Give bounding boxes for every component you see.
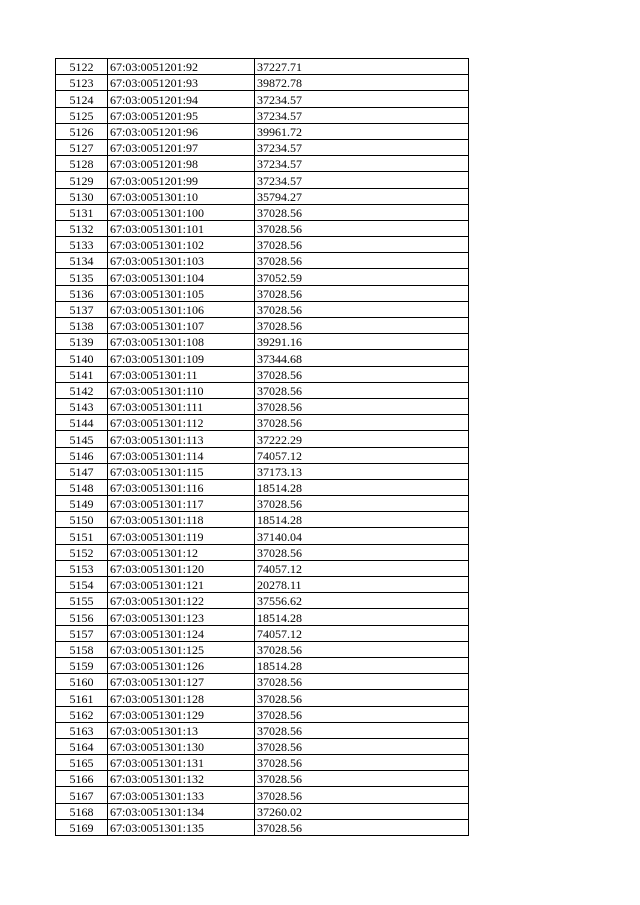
cadastral-number-cell: 67:03:0051201:96 xyxy=(108,123,255,139)
cadastral-number-cell: 67:03:0051301:135 xyxy=(108,819,255,835)
cadastral-number-cell: 67:03:0051201:93 xyxy=(108,75,255,91)
table-row xyxy=(56,301,469,317)
value-cell: 18514.28 xyxy=(255,609,469,625)
cadastral-number-cell: 67:03:0051301:116 xyxy=(108,479,255,495)
row-number-cell: 5140 xyxy=(56,350,108,366)
table-row xyxy=(56,156,469,172)
table-row xyxy=(56,431,469,447)
cadastral-number-cell: 67:03:0051301:132 xyxy=(108,771,255,787)
cadastral-number-cell: 67:03:0051301:123 xyxy=(108,609,255,625)
row-number-cell: 5155 xyxy=(56,593,108,609)
table-row xyxy=(56,253,469,269)
value-cell: 37028.56 xyxy=(255,318,469,334)
table-row xyxy=(56,512,469,528)
table-row xyxy=(56,237,469,253)
value-cell: 37344.68 xyxy=(255,350,469,366)
value-cell: 37234.57 xyxy=(255,91,469,107)
table-row xyxy=(56,91,469,107)
cadastral-number-cell: 67:03:0051301:104 xyxy=(108,269,255,285)
row-number-cell: 5161 xyxy=(56,690,108,706)
cadastral-number-cell: 67:03:0051301:118 xyxy=(108,512,255,528)
row-number-cell: 5164 xyxy=(56,738,108,754)
cadastral-number-cell: 67:03:0051301:122 xyxy=(108,593,255,609)
row-number-cell: 5160 xyxy=(56,674,108,690)
row-number-cell: 5166 xyxy=(56,771,108,787)
value-cell: 37028.56 xyxy=(255,544,469,560)
value-cell: 39872.78 xyxy=(255,75,469,91)
row-number-cell: 5139 xyxy=(56,334,108,350)
row-number-cell: 5138 xyxy=(56,318,108,334)
cadastral-number-cell: 67:03:0051301:114 xyxy=(108,447,255,463)
cadastral-number-cell: 67:03:0051201:92 xyxy=(108,59,255,75)
value-cell: 37173.13 xyxy=(255,463,469,479)
row-number-cell: 5157 xyxy=(56,625,108,641)
row-number-cell: 5122 xyxy=(56,59,108,75)
value-cell: 37028.56 xyxy=(255,738,469,754)
row-number-cell: 5142 xyxy=(56,382,108,398)
row-number-cell: 5136 xyxy=(56,285,108,301)
row-number-cell: 5167 xyxy=(56,787,108,803)
table-row xyxy=(56,609,469,625)
table-row xyxy=(56,318,469,334)
row-number-cell: 5156 xyxy=(56,609,108,625)
cadastral-number-cell: 67:03:0051301:131 xyxy=(108,755,255,771)
table-row xyxy=(56,722,469,738)
row-number-cell: 5162 xyxy=(56,706,108,722)
cadastral-number-cell: 67:03:0051201:99 xyxy=(108,172,255,188)
cadastral-number-cell: 67:03:0051201:95 xyxy=(108,107,255,123)
table-row xyxy=(56,674,469,690)
row-number-cell: 5163 xyxy=(56,722,108,738)
cadastral-number-cell: 67:03:0051301:105 xyxy=(108,285,255,301)
value-cell: 18514.28 xyxy=(255,512,469,528)
table-row xyxy=(56,706,469,722)
cadastral-number-cell: 67:03:0051301:106 xyxy=(108,301,255,317)
row-number-cell: 5165 xyxy=(56,755,108,771)
value-cell: 37028.56 xyxy=(255,220,469,236)
value-cell: 37028.56 xyxy=(255,819,469,835)
cadastral-number-cell: 67:03:0051301:119 xyxy=(108,528,255,544)
table-row xyxy=(56,447,469,463)
table-row xyxy=(56,382,469,398)
table-row xyxy=(56,657,469,673)
value-cell: 37028.56 xyxy=(255,237,469,253)
row-number-cell: 5125 xyxy=(56,107,108,123)
value-cell: 37028.56 xyxy=(255,253,469,269)
table-row xyxy=(56,496,469,512)
cadastral-number-cell: 67:03:0051301:125 xyxy=(108,641,255,657)
row-number-cell: 5169 xyxy=(56,819,108,835)
table-row xyxy=(56,75,469,91)
value-cell: 37556.62 xyxy=(255,593,469,609)
value-cell: 37260.02 xyxy=(255,803,469,819)
cadastral-number-cell: 67:03:0051301:117 xyxy=(108,496,255,512)
cadastral-number-cell: 67:03:0051301:127 xyxy=(108,674,255,690)
row-number-cell: 5137 xyxy=(56,301,108,317)
table-row xyxy=(56,188,469,204)
value-cell: 37234.57 xyxy=(255,107,469,123)
cadastral-number-cell: 67:03:0051301:13 xyxy=(108,722,255,738)
row-number-cell: 5152 xyxy=(56,544,108,560)
row-number-cell: 5126 xyxy=(56,123,108,139)
table-row xyxy=(56,690,469,706)
table-row xyxy=(56,577,469,593)
value-cell: 18514.28 xyxy=(255,479,469,495)
row-number-cell: 5133 xyxy=(56,237,108,253)
row-number-cell: 5154 xyxy=(56,577,108,593)
table-row xyxy=(56,819,469,835)
cadastral-number-cell: 67:03:0051301:130 xyxy=(108,738,255,754)
table-row xyxy=(56,787,469,803)
value-cell: 37028.56 xyxy=(255,641,469,657)
value-cell: 35794.27 xyxy=(255,188,469,204)
cadastral-number-cell: 67:03:0051301:101 xyxy=(108,220,255,236)
table-row xyxy=(56,771,469,787)
value-cell: 37028.56 xyxy=(255,398,469,414)
row-number-cell: 5144 xyxy=(56,415,108,431)
row-number-cell: 5124 xyxy=(56,91,108,107)
row-number-cell: 5145 xyxy=(56,431,108,447)
value-cell: 39291.16 xyxy=(255,334,469,350)
cadastral-number-cell: 67:03:0051301:134 xyxy=(108,803,255,819)
cadastral-number-cell: 67:03:0051301:126 xyxy=(108,657,255,673)
value-cell: 37028.56 xyxy=(255,722,469,738)
value-cell: 37028.56 xyxy=(255,496,469,512)
data-table xyxy=(55,58,469,836)
table-row xyxy=(56,220,469,236)
table-row xyxy=(56,139,469,155)
row-number-cell: 5128 xyxy=(56,156,108,172)
cadastral-number-cell: 67:03:0051301:12 xyxy=(108,544,255,560)
cadastral-number-cell: 67:03:0051301:120 xyxy=(108,560,255,576)
table-row xyxy=(56,285,469,301)
table-row xyxy=(56,334,469,350)
table-row xyxy=(56,544,469,560)
row-number-cell: 5151 xyxy=(56,528,108,544)
cadastral-number-cell: 67:03:0051301:107 xyxy=(108,318,255,334)
table-row xyxy=(56,755,469,771)
row-number-cell: 5158 xyxy=(56,641,108,657)
value-cell: 74057.12 xyxy=(255,560,469,576)
value-cell: 37234.57 xyxy=(255,156,469,172)
row-number-cell: 5127 xyxy=(56,139,108,155)
value-cell: 37140.04 xyxy=(255,528,469,544)
value-cell: 74057.12 xyxy=(255,625,469,641)
value-cell: 37028.56 xyxy=(255,674,469,690)
cadastral-number-cell: 67:03:0051301:115 xyxy=(108,463,255,479)
cadastral-number-cell: 67:03:0051201:97 xyxy=(108,139,255,155)
table-row xyxy=(56,366,469,382)
value-cell: 37052.59 xyxy=(255,269,469,285)
row-number-cell: 5147 xyxy=(56,463,108,479)
value-cell: 18514.28 xyxy=(255,657,469,673)
value-cell: 37028.56 xyxy=(255,771,469,787)
table-row xyxy=(56,415,469,431)
row-number-cell: 5123 xyxy=(56,75,108,91)
row-number-cell: 5159 xyxy=(56,657,108,673)
table-row xyxy=(56,641,469,657)
cadastral-number-cell: 67:03:0051301:121 xyxy=(108,577,255,593)
cadastral-number-cell: 67:03:0051301:100 xyxy=(108,204,255,220)
cadastral-number-cell: 67:03:0051301:10 xyxy=(108,188,255,204)
value-cell: 37234.57 xyxy=(255,139,469,155)
table-row xyxy=(56,479,469,495)
value-cell: 39961.72 xyxy=(255,123,469,139)
cadastral-number-cell: 67:03:0051301:128 xyxy=(108,690,255,706)
cadastral-number-cell: 67:03:0051301:103 xyxy=(108,253,255,269)
value-cell: 74057.12 xyxy=(255,447,469,463)
value-cell: 37028.56 xyxy=(255,415,469,431)
cadastral-number-cell: 67:03:0051301:133 xyxy=(108,787,255,803)
cadastral-number-cell: 67:03:0051301:111 xyxy=(108,398,255,414)
value-cell: 37028.56 xyxy=(255,382,469,398)
value-cell: 37028.56 xyxy=(255,690,469,706)
table-row xyxy=(56,803,469,819)
value-cell: 37234.57 xyxy=(255,172,469,188)
cadastral-number-cell: 67:03:0051301:109 xyxy=(108,350,255,366)
cadastral-number-cell: 67:03:0051201:98 xyxy=(108,156,255,172)
table-row xyxy=(56,738,469,754)
cadastral-number-cell: 67:03:0051301:110 xyxy=(108,382,255,398)
row-number-cell: 5134 xyxy=(56,253,108,269)
row-number-cell: 5141 xyxy=(56,366,108,382)
row-number-cell: 5143 xyxy=(56,398,108,414)
cadastral-number-cell: 67:03:0051301:102 xyxy=(108,237,255,253)
cadastral-number-cell: 67:03:0051301:11 xyxy=(108,366,255,382)
cadastral-number-cell: 67:03:0051301:112 xyxy=(108,415,255,431)
value-cell: 37028.56 xyxy=(255,787,469,803)
row-number-cell: 5129 xyxy=(56,172,108,188)
value-cell: 37028.56 xyxy=(255,285,469,301)
row-number-cell: 5135 xyxy=(56,269,108,285)
value-cell: 37227.71 xyxy=(255,59,469,75)
value-cell: 37028.56 xyxy=(255,706,469,722)
row-number-cell: 5150 xyxy=(56,512,108,528)
table-row xyxy=(56,625,469,641)
table-row xyxy=(56,528,469,544)
table-row xyxy=(56,204,469,220)
row-number-cell: 5149 xyxy=(56,496,108,512)
value-cell: 37028.56 xyxy=(255,755,469,771)
table-row xyxy=(56,172,469,188)
cadastral-number-cell: 67:03:0051301:124 xyxy=(108,625,255,641)
cadastral-number-cell: 67:03:0051301:113 xyxy=(108,431,255,447)
row-number-cell: 5132 xyxy=(56,220,108,236)
table-row xyxy=(56,123,469,139)
value-cell: 20278.11 xyxy=(255,577,469,593)
value-cell: 37028.56 xyxy=(255,301,469,317)
table-row xyxy=(56,560,469,576)
row-number-cell: 5168 xyxy=(56,803,108,819)
table-row xyxy=(56,350,469,366)
value-cell: 37222.29 xyxy=(255,431,469,447)
row-number-cell: 5153 xyxy=(56,560,108,576)
table-row xyxy=(56,593,469,609)
table-body xyxy=(56,59,469,836)
row-number-cell: 5130 xyxy=(56,188,108,204)
cadastral-number-cell: 67:03:0051201:94 xyxy=(108,91,255,107)
cadastral-number-cell: 67:03:0051301:129 xyxy=(108,706,255,722)
table-row xyxy=(56,107,469,123)
value-cell: 37028.56 xyxy=(255,366,469,382)
value-cell: 37028.56 xyxy=(255,204,469,220)
table-row xyxy=(56,59,469,75)
row-number-cell: 5148 xyxy=(56,479,108,495)
table-row xyxy=(56,269,469,285)
cadastral-number-cell: 67:03:0051301:108 xyxy=(108,334,255,350)
table-row xyxy=(56,463,469,479)
row-number-cell: 5131 xyxy=(56,204,108,220)
row-number-cell: 5146 xyxy=(56,447,108,463)
table-row xyxy=(56,398,469,414)
